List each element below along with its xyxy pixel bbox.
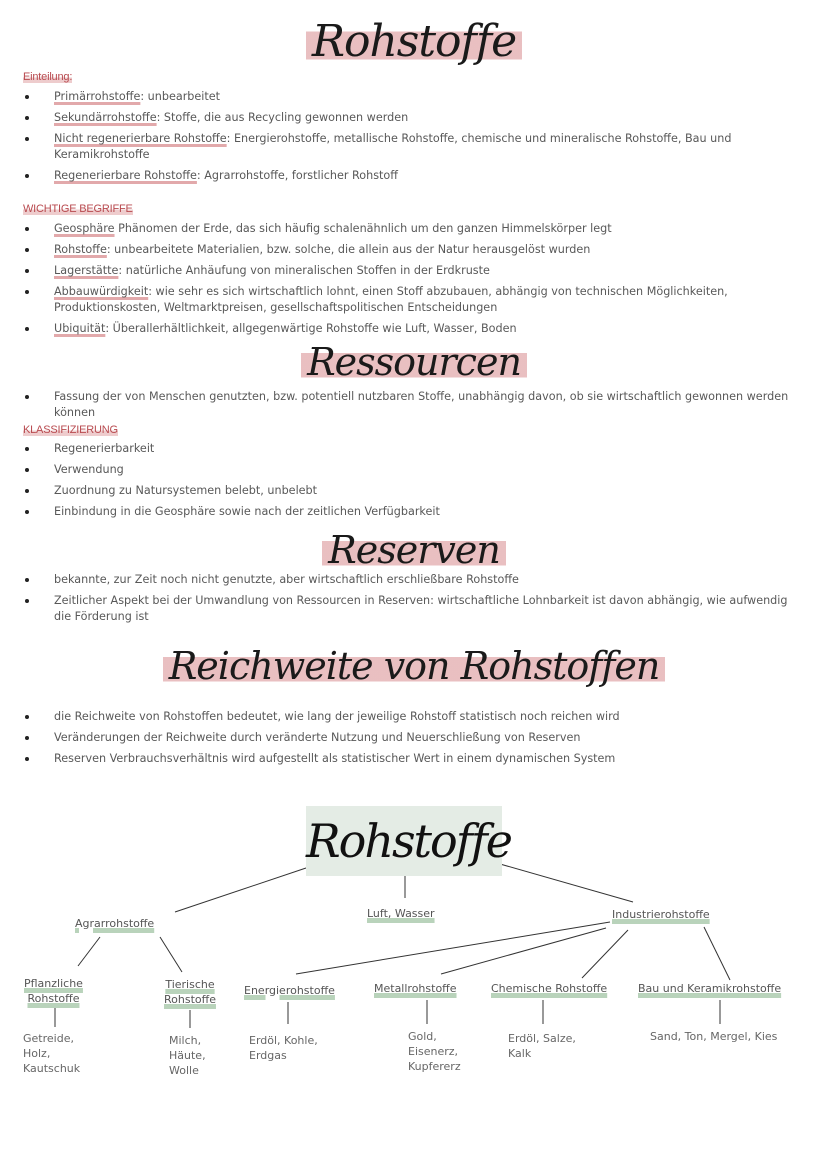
node-chemische-rohstoffe: Chemische Rohstoffe <box>491 982 608 995</box>
einteilung-heading: Einteilung: <box>23 71 73 83</box>
node-industrierohstoffe: Industrierohstoffe <box>612 908 710 921</box>
list-item: die Reichweite von Rohstoffen bedeutet, wie lang der jeweilige Rohstoff statistisch noch reichen wird <box>23 709 803 725</box>
list-item: Sekundärrohstoffe: Stoffe, die aus Recycling gewonnen werden <box>23 110 803 126</box>
ressourcen-title: Ressourcen <box>0 340 828 384</box>
node-tierische-rohstoffe: Tierische Rohstoffe <box>164 978 216 1006</box>
list-item: Regenerierbarkeit <box>23 441 803 457</box>
examples-bau: Sand, Ton, Mergel, Kies <box>650 1030 778 1043</box>
list-item: Abbauwürdigkeit: wie sehr es sich wirtschaftlich lohnt, einen Stoff abzubauen, abhängig von technischen Möglichkeiten, Produktionskosten, Weltmarktpreisen, gesellschaftspolitischen Entscheidungen <box>23 284 803 316</box>
node-bau-keramikrohstoffe: Bau und Keramikrohstoffe <box>638 982 782 995</box>
list-item: bekannte, zur Zeit noch nicht genutzte, aber wirtschaftlich erschließbare Rohstoffe <box>23 572 803 588</box>
mindmap-title: Rohstoffe <box>306 806 502 876</box>
list-item: Zeitlicher Aspekt bei der Umwandlung von Ressourcen in Reserven: wirtschaftliche Lohnbarkeit ist davon abhängig, wie aufwendig die Förderung ist <box>23 593 803 625</box>
list-item: Reserven Verbrauchsverhältnis wird aufgestellt als statistischer Wert in einem dynamischen System <box>23 751 803 767</box>
node-energierohstoffe: Energierohstoffe <box>244 984 335 997</box>
list-item: Fassung der von Menschen genutzten, bzw. potentiell nutzbaren Stoffe, unabhängig davon, ob sie wirtschaftlich gewonnen werden können <box>23 389 803 421</box>
list-item: Zuordnung zu Natursystemen belebt, unbelebt <box>23 483 803 499</box>
list-item: Nicht regenerierbare Rohstoffe: Energierohstoffe, metallische Rohstoffe, chemische und mineralische Rohstoffe, Bau und Keramikrohstoffe <box>23 131 803 163</box>
list-item: Veränderungen der Reichweite durch veränderte Nutzung und Neuerschließung von Reserven <box>23 730 803 746</box>
list-item: Lagerstätte: natürliche Anhäufung von mineralischen Stoffen in der Erdkruste <box>23 263 803 279</box>
examples-energie: Erdöl, Kohle, Erdgas <box>249 1034 318 1062</box>
reserven-title: Reserven <box>0 528 828 572</box>
examples-tierisch: Milch, Häute, Wolle <box>169 1034 206 1077</box>
begriffe-heading: WICHTIGE BEGRIFFE <box>23 203 133 215</box>
list-item: Verwendung <box>23 462 803 478</box>
reichweite-title: Reichweite von Rohstoffen <box>0 644 828 688</box>
examples-pflanzlich: Getreide, Holz, Kautschuk <box>23 1032 81 1075</box>
klassifizierung-heading: KLASSIFIZIERUNG <box>23 424 118 436</box>
list-item: Geosphäre Phänomen der Erde, das sich häufig schalenähnlich um den ganzen Himmelskörper legt <box>23 221 803 237</box>
node-luft-wasser: Luft, Wasser <box>367 907 435 920</box>
examples-chemisch: Erdöl, Salze, Kalk <box>508 1032 576 1060</box>
rohstoffe-title: Rohstoffe <box>0 16 828 67</box>
node-pflanzliche-rohstoffe: Pflanzliche Rohstoffe <box>24 977 83 1005</box>
list-item: Einbindung in die Geosphäre sowie nach der zeitlichen Verfügbarkeit <box>23 504 803 520</box>
node-agrarrohstoffe: Agrarrohstoffe <box>75 917 155 930</box>
list-item: Rohstoffe: unbearbeitete Materialien, bzw. solche, die allein aus der Natur herausgelöst wurden <box>23 242 803 258</box>
list-item: Ubiquität: Überallerhältlichkeit, allgegenwärtige Rohstoffe wie Luft, Wasser, Boden <box>23 321 803 337</box>
examples-metall: Gold, Eisenerz, Kupfererz <box>408 1030 461 1073</box>
list-item: Primärrohstoffe: unbearbeitet <box>23 89 803 105</box>
list-item: Regenerierbare Rohstoffe: Agrarrohstoffe, forstlicher Rohstoff <box>23 168 803 184</box>
node-metallrohstoffe: Metallrohstoffe <box>374 982 457 995</box>
